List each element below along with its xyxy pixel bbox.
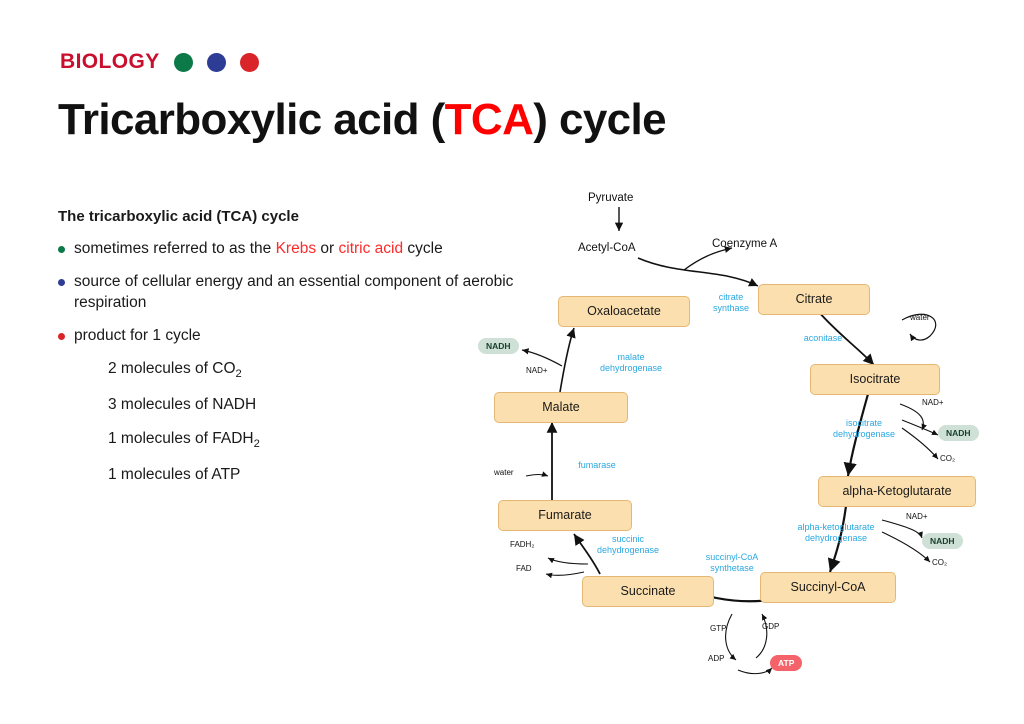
product-pill-nadh-malate: NADH <box>478 338 519 354</box>
kicker-dot-red <box>240 53 259 72</box>
enzyme-aconitase: aconitase <box>803 333 843 343</box>
product-pill-nadh-akg: NADH <box>922 533 963 549</box>
cofactor-fad: FAD <box>516 564 532 573</box>
cofactor-co2-akg: CO₂ <box>932 558 948 567</box>
node-isocitrate[interactable]: Isocitrate <box>810 364 940 395</box>
node-oxaloacetate[interactable]: Oxaloacetate <box>558 296 690 327</box>
product-list <box>108 360 528 484</box>
product-item-co2: 2 molecules of $CO_2$ <box>108 359 242 380</box>
bullet-dot-red <box>58 333 65 340</box>
summary-heading: The tricarboxylic acid (TCA) cycle <box>58 208 299 225</box>
cofactor-adp: ADP <box>708 654 725 663</box>
enzyme-succinic-dehydrogenase: succinic dehydrogenase <box>596 534 660 555</box>
enzyme-isocitrate-dehydrogenase: isocitrate dehydrogenase <box>832 418 896 439</box>
product-pill-nadh-isocitrate: NADH <box>938 425 979 441</box>
page-title-pre: Tricarboxylic acid ( <box>58 95 445 144</box>
kicker-dot-green <box>174 53 193 72</box>
enzyme-succinyl-coa-synthetase: succinyl-CoA synthetase <box>705 552 759 573</box>
bullet-text-2: source of cellular energy and an essential component of aerobic respiration <box>74 273 514 311</box>
bullet-text-1: sometimes referred to as the Krebs or citric acid cycle <box>74 240 443 257</box>
node-alpha-ketoglutarate[interactable]: alpha-Ketoglutarate <box>818 476 976 507</box>
cofactor-gtp: GTP <box>710 624 727 633</box>
bullet-dot-blue <box>58 279 65 286</box>
cofactor-fadh2: FADH₂ <box>510 540 535 549</box>
node-succinate[interactable]: Succinate <box>582 576 714 607</box>
enzyme-alpha-ketoglutarate-dehydrogenase: alpha-ketoglutarate dehydrogenase <box>797 522 875 543</box>
list-item <box>58 272 528 313</box>
page-title <box>58 95 666 145</box>
bullet-text-3: product for 1 cycle <box>74 327 201 345</box>
cofactor-water-fumarase: water <box>494 468 514 477</box>
node-succinyl-coa[interactable]: Succinyl-CoA <box>760 572 896 603</box>
cofactor-nad-plus-malate: NAD+ <box>526 366 548 375</box>
kicker-label: BIOLOGY <box>60 50 160 73</box>
bullet-dot-green <box>58 246 65 253</box>
cycle-arrows <box>470 180 1024 700</box>
node-fumarate[interactable]: Fumarate <box>498 500 632 531</box>
node-malate[interactable]: Malate <box>494 392 628 423</box>
node-citrate[interactable]: Citrate <box>758 284 870 315</box>
enzyme-fumarase: fumarase <box>578 460 616 470</box>
cofactor-gdp: GDP <box>762 622 780 631</box>
page-title-accent: TCA <box>444 95 534 144</box>
label-acetyl-coa: Acetyl-CoA <box>578 242 636 254</box>
product-item-fadh2: 1 molecules of $FADH_2$ <box>108 429 260 450</box>
list-item <box>58 326 528 346</box>
label-pyruvate: Pyruvate <box>588 192 634 204</box>
enzyme-malate-dehydrogenase: malate dehydrogenase <box>599 352 663 373</box>
page-title-post: ) cycle <box>533 95 667 144</box>
cofactor-water-aconitase: water <box>910 313 930 322</box>
cofactor-nad-plus-isocitrate: NAD+ <box>922 398 944 407</box>
cofactor-co2-isocitrate: CO₂ <box>940 454 956 463</box>
list-item <box>58 239 528 259</box>
tca-cycle-diagram <box>470 180 1024 700</box>
summary-panel <box>58 208 528 500</box>
brand-kicker <box>60 50 259 74</box>
cofactor-nad-plus-akg: NAD+ <box>906 512 928 521</box>
product-item-nadh: 3 molecules of NADH <box>108 395 257 413</box>
product-pill-atp: ATP <box>770 655 802 671</box>
kicker-dot-blue <box>207 53 226 72</box>
enzyme-citrate-synthase: citrate synthase <box>712 292 750 313</box>
label-coenzyme-a: Coenzyme A <box>712 238 778 250</box>
product-item-atp: 1 molecules of ATP <box>108 466 241 483</box>
